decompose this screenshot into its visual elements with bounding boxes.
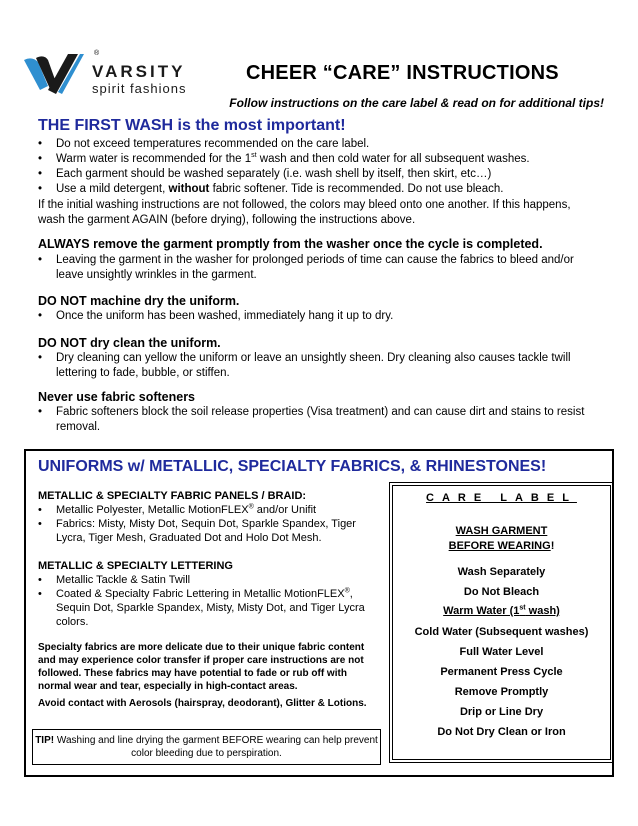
varsity-logo: [18, 50, 188, 102]
care-item: Do Not Bleach: [463, 586, 540, 598]
fabric-panels-heading: METALLIC & SPECIALTY FABRIC PANELS / BRAID:: [38, 490, 307, 502]
care-item: Cold Water (Subsequent washes): [414, 626, 589, 638]
specialty-warning: Specialty fabrics are more delicate due to their unique fabric content and may experience color transfer if proper care instructions are not followed. These fabrics may have potential to fade or rub off with normal wear and tear, especially in high-contact areas.: [38, 642, 365, 692]
list-item: • Leaving the garment in the washer for prolonged periods of time can cause the fabrics to bleed and/or leave unsightly wrinkles in the garment.: [38, 253, 598, 283]
care-item: Drip or Line Dry: [459, 706, 544, 718]
care-label-title: CARE LABEL: [426, 492, 577, 504]
lettering-list: [38, 573, 380, 629]
list-item: • Each garment should be washed separately (i.e. wash shell by itself, then skirt, etc…): [38, 167, 598, 182]
list-item: • Fabrics: Misty, Misty Dot, Sequin Dot, Sparkle Spandex, Tiger Lycra, Tiger Mesh, Graduated Dot and Holo Dot Mesh.: [38, 517, 380, 545]
list-item: • Once the uniform has been washed, immediately hang it up to dry.: [38, 309, 598, 324]
softeners-heading: Never use fabric softeners: [38, 390, 196, 404]
no-dry-clean-heading: DO NOT dry clean the uniform.: [38, 336, 221, 350]
softeners-list: [38, 405, 598, 435]
tip-text: Washing and line drying the garment BEFORE wearing can help prevent color bleeding due to perspiration.: [54, 735, 378, 759]
list-item: • Do not exceed temperatures recommended on the care label.: [38, 137, 598, 152]
care-item: Do Not Dry Clean or Iron: [437, 726, 566, 738]
wash-before-line1: WASH GARMENT: [455, 525, 548, 537]
no-machine-dry-list: [38, 309, 598, 324]
document-subtitle: Follow instructions on the care label & read on for additional tips!: [229, 96, 604, 110]
care-item: Remove Promptly: [454, 686, 549, 698]
care-item: Wash Separately: [457, 566, 546, 578]
document-title: CHEER “CARE” INSTRUCTIONS: [246, 62, 559, 84]
no-machine-dry-heading: DO NOT machine dry the uniform.: [38, 294, 240, 308]
list-item: • Metallic Polyester, Metallic MotionFLEX® and/or Unifit: [38, 503, 380, 517]
brand-tagline: spirit fashions: [92, 81, 187, 96]
tip-label: TIP!: [35, 735, 55, 746]
registered-mark: ®: [94, 50, 100, 57]
care-item: Full Water Level: [459, 646, 544, 658]
fabric-panels-list: [38, 503, 380, 545]
list-item: • Use a mild detergent, without fabric softener. Tide is recommended. Do not use bleach.: [38, 182, 598, 197]
metallic-heading: UNIFORMS w/ METALLIC, SPECIALTY FABRICS, & RHINESTONES!: [38, 458, 547, 475]
list-item: • Warm water is recommended for the 1st wash and then cold water for all subsequent washes.: [38, 152, 598, 167]
care-item: Warm Water (1st wash): [443, 604, 560, 617]
list-item: • Metallic Tackle & Satin Twill: [38, 573, 380, 587]
wash-before-line2: BEFORE WEARING!: [448, 540, 555, 552]
remove-list: [38, 253, 598, 283]
no-dry-clean-list: [38, 351, 598, 381]
brand-name: VARSITY: [92, 62, 186, 81]
list-item: • Coated & Specialty Fabric Lettering in Metallic MotionFLEX®, Sequin Dot, Sparkle Spandex, Misty, Misty Dot, and Tiger Lycra colors.: [38, 587, 380, 629]
aerosols-warning: Avoid contact with Aerosols (hairspray, deodorant), Glitter & Lotions.: [38, 698, 367, 709]
varsity-v-logo-icon: [18, 50, 90, 102]
first-wash-paragraph: If the initial washing instructions are not followed, the colors may bleed onto one another. If this happens, wash the garment AGAIN (before drying), following the instructions above.: [38, 199, 571, 226]
care-item: Permanent Press Cycle: [440, 666, 563, 678]
tip-box: [32, 729, 381, 765]
lettering-heading: METALLIC & SPECIALTY LETTERING: [38, 560, 233, 572]
list-item: • Dry cleaning can yellow the uniform or leave an unsightly sheen. Dry cleaning also causes tackle twill lettering to fade, bubble, or stiffen.: [38, 351, 598, 381]
list-item: • Fabric softeners block the soil release properties (Visa treatment) and can cause dirt and stains to resist removal.: [38, 405, 598, 435]
remove-heading: ALWAYS remove the garment promptly from the washer once the cycle is completed.: [38, 237, 543, 251]
first-wash-heading: THE FIRST WASH is the most important!: [38, 117, 346, 134]
first-wash-list: [38, 137, 598, 197]
